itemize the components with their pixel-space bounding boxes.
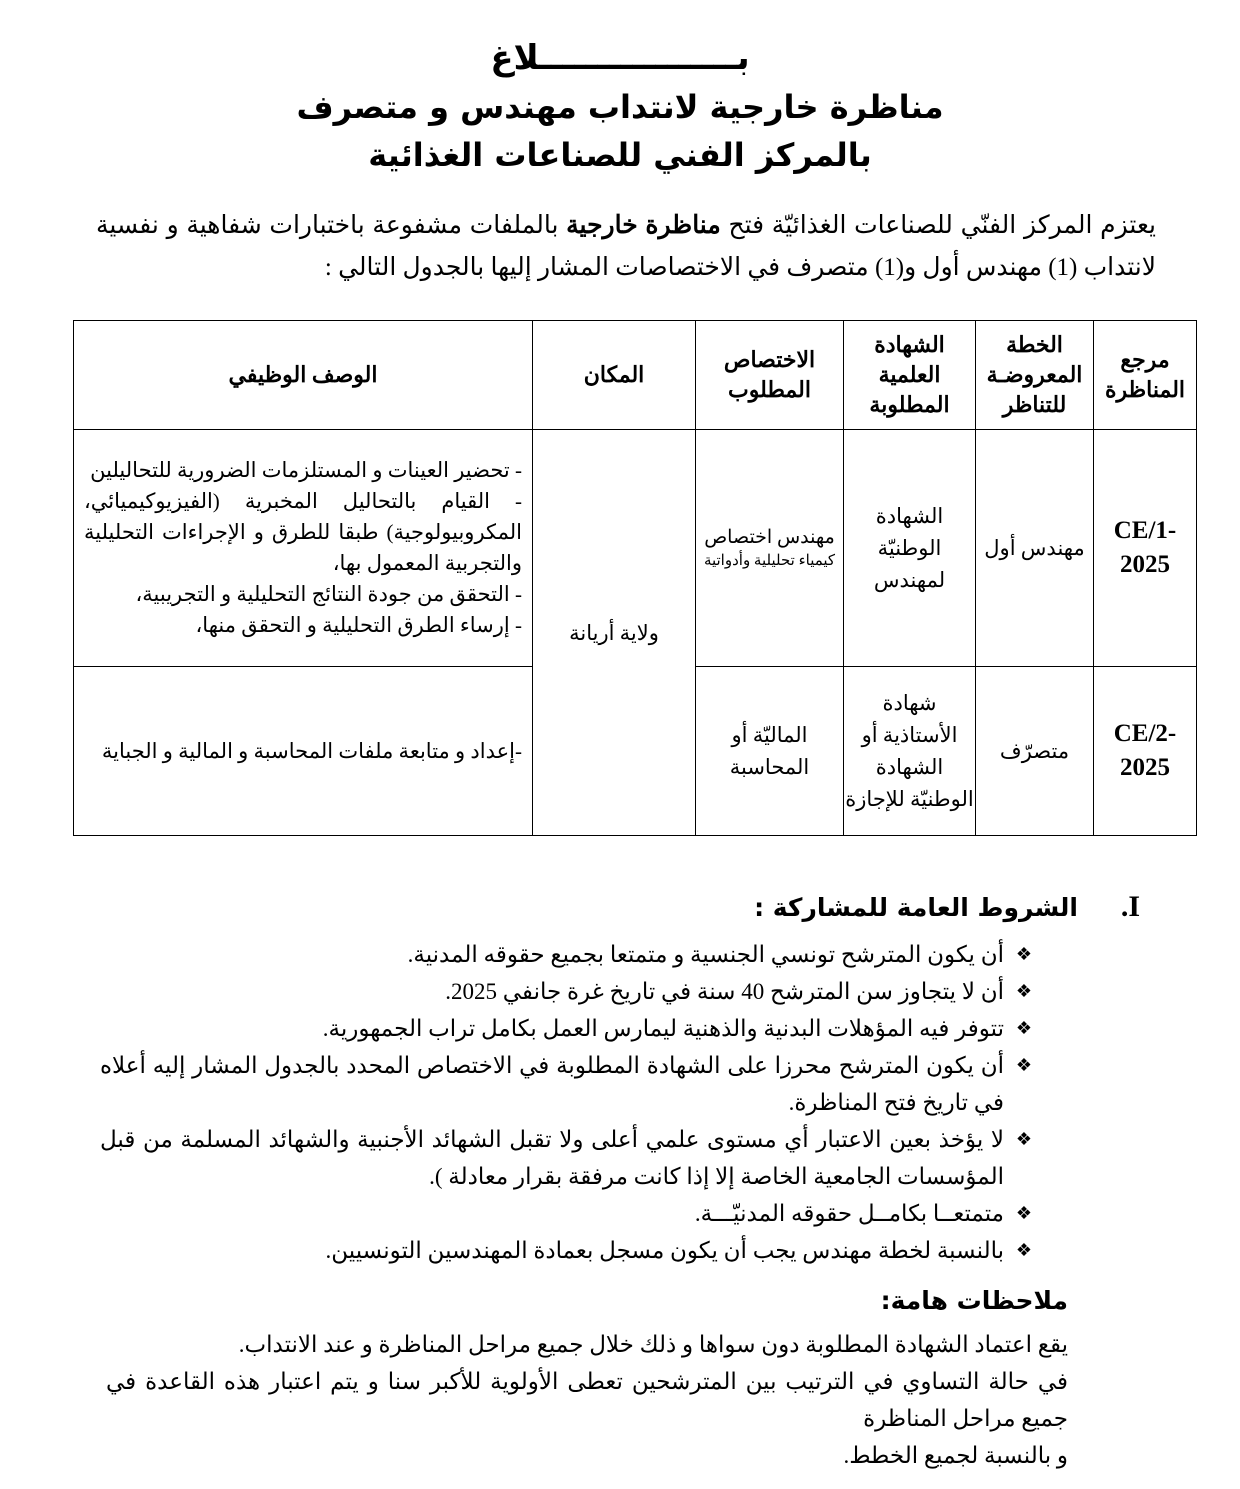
cell-ref: CE/1-2025: [1094, 430, 1197, 667]
section-number: I.: [1120, 890, 1140, 923]
positions-table: [73, 320, 1197, 836]
table-row: [74, 430, 1197, 667]
list-item: [100, 1121, 1120, 1195]
intro-paragraph: [96, 205, 1156, 289]
condition-text: بالنسبة لخطة مهندس يجب أن يكون مسجل بعمادة المهندسين التونسيين.: [325, 1238, 1004, 1263]
note-line: في حالة التساوي في الترتيب بين المترشحين تعطى الأولوية للأكبر سنا و يتم اعتبار هذه القاعدة في جميع مراحل المناظرة: [106, 1369, 1068, 1431]
cell-description: [74, 667, 533, 836]
header-description: الوصف الوظيفي: [74, 321, 533, 430]
diamond-bullet-icon: ❖: [1015, 1018, 1032, 1038]
note-line: و بالنسبة لجميع الخطط.: [843, 1443, 1068, 1468]
list-item: [100, 1195, 1120, 1232]
condition-text: أن يكون المترشح محرزا على الشهادة المطلوبة في الاختصاص المحدد بالجدول المشار إليه أعلاه في تاريخ فتح المناظرة.: [100, 1053, 1004, 1115]
cell-specialty: [696, 430, 844, 667]
intro-bold-phrase: مناظرة خارجية: [566, 212, 721, 239]
cell-specialty: الماليّة أو المحاسبة: [696, 667, 844, 836]
list-item: [100, 973, 1120, 1010]
cell-place: ولاية أريانة: [533, 430, 696, 836]
diamond-bullet-icon: ❖: [1015, 981, 1032, 1001]
condition-text: لا يؤخذ بعين الاعتبار أي مستوى علمي أعلى ولا تقبل الشهائد الأجنبية والشهائد المسلمة من قبل المؤسسات الجامعية الخاصة إلا إذا كانت مرفقة بقرار معادلة ).: [100, 1127, 1004, 1189]
header-specialty: الاختصاص المطلوب: [696, 321, 844, 430]
cell-plan: متصرّف: [976, 667, 1094, 836]
diamond-bullet-icon: ❖: [1015, 1203, 1032, 1223]
description-line: -إعداد و متابعة ملفات المحاسبة و المالية و الجباية: [101, 738, 522, 763]
conditions-list: [100, 936, 1120, 1269]
cell-plan: مهندس أول: [976, 430, 1094, 667]
cell-description: [74, 430, 533, 667]
description-line: - التحقق من جودة النتائج التحليلية و التجريبية،: [135, 582, 522, 606]
list-item: [100, 936, 1120, 973]
announcement-heading: بـــــــــــــــــلاغ: [490, 38, 750, 78]
notes-body: [106, 1326, 1068, 1474]
cell-certificate: شهادة الأستاذية أو الشهادة الوطنيّة للإجازة: [844, 667, 976, 836]
note-line: يقع اعتماد الشهادة المطلوبة دون سواها و ذلك خلال جميع مراحل المناظرة و عند الانتداب.: [238, 1332, 1068, 1357]
competition-title: مناظرة خارجية لانتداب مهندس و متصرف: [296, 88, 944, 126]
specialty-sub: كيمياء تحليلية وأدواتية: [703, 553, 836, 569]
diamond-bullet-icon: ❖: [1015, 944, 1032, 964]
condition-text: متمتعــا بكامــل حقوقه المدنيّـــة.: [694, 1201, 1004, 1226]
cell-ref: CE/2-2025: [1094, 667, 1197, 836]
header-plan: الخطة المعروضـة للتناظر: [976, 321, 1094, 430]
description-line: - تحضير العينات و المستلزمات الضرورية للتحاليلين: [90, 458, 522, 482]
header-ref: مرجع المناظرة: [1094, 321, 1197, 430]
list-item: [100, 1232, 1120, 1269]
intro-text-end: بالملفات مشفوعة باختبارات شفاهية و نفسية لانتداب (1) مهندس أول و(1) متصرف في الاختصاصات المشار إليها بالجدول التالي :: [96, 212, 1156, 281]
notes-title: ملاحظات هامة:: [880, 1286, 1068, 1315]
specialty-main: مهندس اختصاص: [704, 527, 835, 548]
table-header-row: [74, 321, 1197, 430]
header-place: المكان: [533, 321, 696, 430]
description-line: - إرساء الطرق التحليلية و التحقق منها،: [195, 613, 522, 637]
list-item: [100, 1047, 1120, 1121]
organization-title: بالمركز الفني للصناعات الغذائية: [368, 136, 872, 174]
diamond-bullet-icon: ❖: [1015, 1055, 1032, 1075]
diamond-bullet-icon: ❖: [1015, 1129, 1032, 1149]
intro-text-start: يعتزم المركز الفنّي للصناعات الغذائيّة فتح: [720, 212, 1156, 239]
condition-text: تتوفر فيه المؤهلات البدنية والذهنية ليمارس العمل بكامل تراب الجمهورية.: [322, 1016, 1004, 1041]
header-certificate: الشهادة العلمية المطلوبة: [844, 321, 976, 430]
condition-text: أن يكون المترشح تونسي الجنسية و متمتعا بجميع حقوقه المدنية.: [407, 942, 1004, 967]
list-item: [100, 1010, 1120, 1047]
diamond-bullet-icon: ❖: [1015, 1240, 1032, 1260]
cell-certificate: الشهادة الوطنيّة لمهندس: [844, 430, 976, 667]
description-line: - القيام بالتحاليل المخبرية (الفيزيوكيميائي، المكروبيولوجية) طبقا للطرق و الإجراءات التحليلية والتجربية المعمول بها،: [84, 489, 522, 575]
section-title: الشروط العامة للمشاركة :: [754, 893, 1078, 922]
condition-text: أن لا يتجاوز سن المترشح 40 سنة في تاريخ غرة جانفي 2025.: [445, 979, 1004, 1004]
